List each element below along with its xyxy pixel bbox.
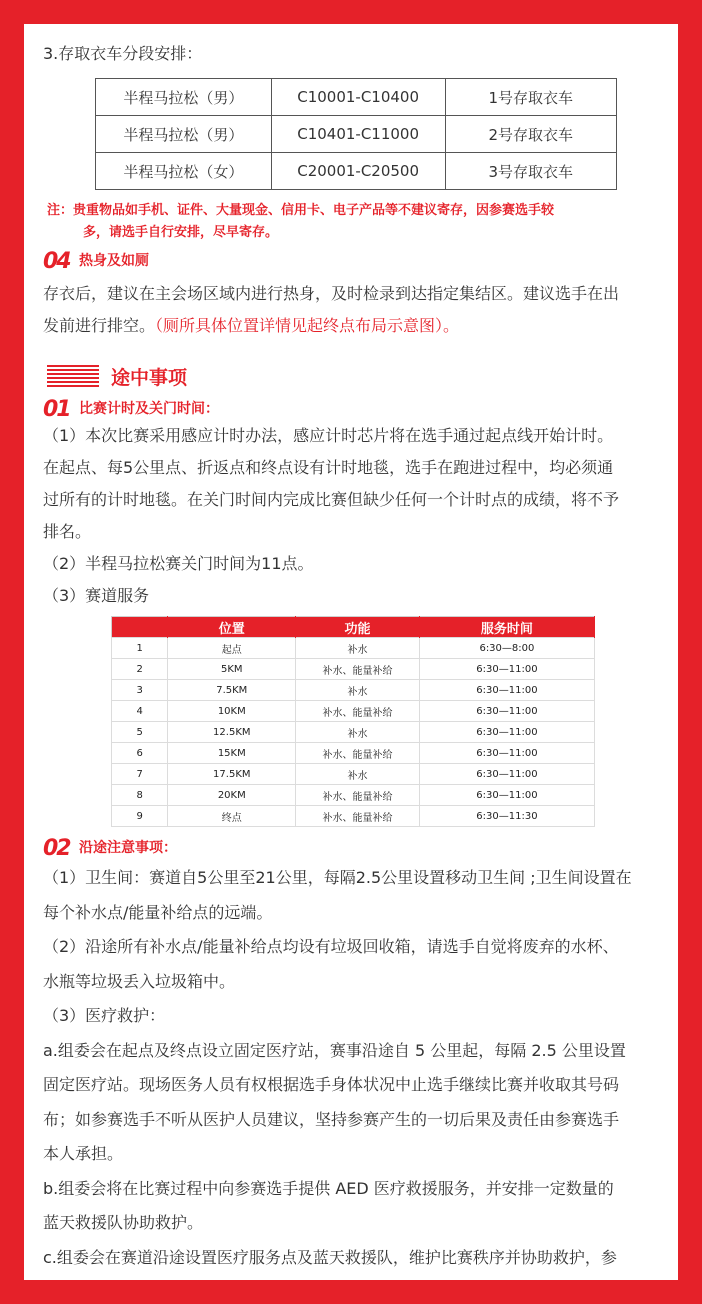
service-row [112,764,595,785]
route-note-line: 每个补水点/能量补给点的远端。 [43,902,273,922]
route-note-line: b.组委会将在比赛过程中向参赛选手提供 AED 医疗救援服务，并安排一定数量的 [43,1178,614,1198]
toilet-location-note: （厕所具体位置详情见起终点布局示意图）。 [155,316,460,335]
service-index-cell: 3 [112,680,168,701]
storage-table [95,78,617,190]
warmup-line-1: 存衣后，建议在主会场区域内进行热身，及时检录到达指定集结区。建议选手在出 [43,284,620,303]
service-time-cell: 6:30—11:00 [419,659,594,680]
service-function-cell: 补水、能量补给 [296,743,420,764]
service-function-cell: 补水、能量补给 [296,785,420,806]
warmup-line-2 [43,310,663,342]
storage-vehicle-cell: 2号存取衣车 [445,116,616,153]
service-time-cell: 6:30—8:00 [419,638,594,659]
service-function-cell: 补水 [296,638,420,659]
service-time-cell: 6:30—11:00 [419,764,594,785]
service-index-cell: 5 [112,722,168,743]
document-card [24,24,678,1280]
service-function-cell: 补水 [296,722,420,743]
cutoff-time-line: （2）半程马拉松赛关门时间为11点。 [43,554,314,573]
service-time-cell: 6:30—11:00 [419,701,594,722]
route-note-line: 蓝天救援队协助救护。 [43,1213,204,1232]
service-time-cell: 6:30—11:00 [419,743,594,764]
route-note-line: （3）医疗救护： [43,1006,166,1025]
storage-bib-range-cell: C10401-C11000 [271,116,445,153]
en-route-title: 途中事项 [111,366,188,389]
route-note-line: （1）卫生间：赛道自5公里至21公里，每隔2.5公里设置移动卫生间 ;卫生间设置在 [43,868,632,887]
service-index-cell: 7 [112,764,168,785]
service-location-cell: 起点 [168,638,296,659]
storage-bib-range-cell: C20001-C20500 [271,153,445,190]
service-index-cell: 2 [112,659,168,680]
service-location-cell: 17.5KM [168,764,296,785]
service-location-cell: 20KM [168,785,296,806]
timing-line: （1）本次比赛采用感应计时办法，感应计时芯片将在选手通过起点线开始计时。 [43,426,614,445]
service-header-function: 功能 [296,617,420,638]
route-note-line: 本人承担。 [43,1144,124,1163]
service-row [112,743,595,764]
service-index-cell: 9 [112,806,168,827]
timing-line: 过所有的计时地毯。在关门时间内完成比赛但缺少任何一个计时点的成绩，将不予 [43,490,620,509]
storage-note [43,200,663,244]
storage-race-cell: 半程马拉松（女） [96,153,272,190]
service-function-cell: 补水、能量补给 [296,806,420,827]
timing-line: 在起点、每5公里点、折返点和终点设有计时地毯，选手在跑进过程中，均必须通 [43,458,614,477]
service-location-cell: 7.5KM [168,680,296,701]
section-01-heading [43,398,663,418]
section-02-number: 02 [43,838,70,856]
route-note-line: a.组委会在起点及终点设立固定医疗站，赛事沿途自 5 公里起，每隔 2.5 公里设置 [43,1040,626,1060]
service-function-cell: 补水 [296,764,420,785]
service-function-cell: 补水、能量补给 [296,701,420,722]
service-header-time: 服务时间 [419,617,594,638]
route-note-line: 布；如参赛选手不听从医护人员建议，坚持参赛产生的一切后果及责任由参赛选手 [43,1109,620,1129]
service-time-cell: 6:30—11:00 [419,722,594,743]
service-index-cell: 6 [112,743,168,764]
document-content [43,38,663,1275]
storage-bib-range-cell: C10001-C10400 [271,79,445,116]
storage-race-cell: 半程马拉松（男） [96,79,272,116]
section-04-heading [43,250,663,270]
service-location-cell: 12.5KM [168,722,296,743]
section-01-title: 比赛计时及关门时间： [79,401,219,417]
storage-vehicle-cell: 3号存取衣车 [445,153,616,190]
service-location-cell: 终点 [168,806,296,827]
section-04-number: 04 [43,251,70,269]
service-location-cell: 15KM [168,743,296,764]
service-row [112,659,595,680]
section-02-title: 沿途注意事项： [79,840,177,856]
note-line-2: 多，请选手自行安排，尽早寄存。 [83,225,279,240]
service-row [112,722,595,743]
stripes-icon [47,365,99,387]
service-header-index [112,617,168,638]
timing-line: 排名。 [43,522,92,541]
service-row [112,785,595,806]
route-note-line: 固定医疗站。现场医务人员有权根据选手身体状况中止选手继续比赛并收取其号码 [43,1075,620,1094]
service-index-cell: 8 [112,785,168,806]
service-function-cell: 补水、能量补给 [296,659,420,680]
service-index-cell: 4 [112,701,168,722]
service-index-cell: 1 [112,638,168,659]
service-row [112,701,595,722]
en-route-heading [43,362,663,390]
route-note-line: （2）沿途所有补水点/能量补给点均设有垃圾回收箱，请选手自觉将废弃的水杯、 [43,937,619,956]
storage-vehicle-cell: 1号存取衣车 [445,79,616,116]
section-04-title: 热身及如厕 [79,253,149,269]
service-row [112,638,595,659]
note-line-1: 注：贵重物品如手机、证件、大量现金、信用卡、电子产品等不建议寄存，因参赛选手较 [47,203,555,218]
course-service-table [111,616,595,827]
service-location-cell: 5KM [168,659,296,680]
warmup-text: 发前进行排空。 [43,316,156,335]
storage-row [96,116,617,153]
service-function-cell: 补水 [296,680,420,701]
course-service-label: （3）赛道服务 [43,586,150,605]
section-01-number: 01 [43,399,70,417]
service-time-cell: 6:30—11:00 [419,785,594,806]
storage-row [96,79,617,116]
service-time-cell: 6:30—11:30 [419,806,594,827]
timing-paragraph [43,420,663,548]
route-notes [43,861,663,1275]
route-note-line: c.组委会在赛道沿途设置医疗服务点及蓝天救援队，维护比赛秩序并协助救护，参 [43,1247,617,1267]
section-02-heading [43,837,663,857]
service-location-cell: 10KM [168,701,296,722]
route-note-line: 水瓶等垃圾丢入垃圾箱中。 [43,971,236,991]
service-row [112,680,595,701]
service-row [112,806,595,827]
storage-race-cell: 半程马拉松（男） [96,116,272,153]
service-time-cell: 6:30—11:00 [419,680,594,701]
service-header-location: 位置 [168,617,296,638]
storage-row [96,153,617,190]
storage-section-title: 3.存取衣车分段安排： [43,44,203,63]
